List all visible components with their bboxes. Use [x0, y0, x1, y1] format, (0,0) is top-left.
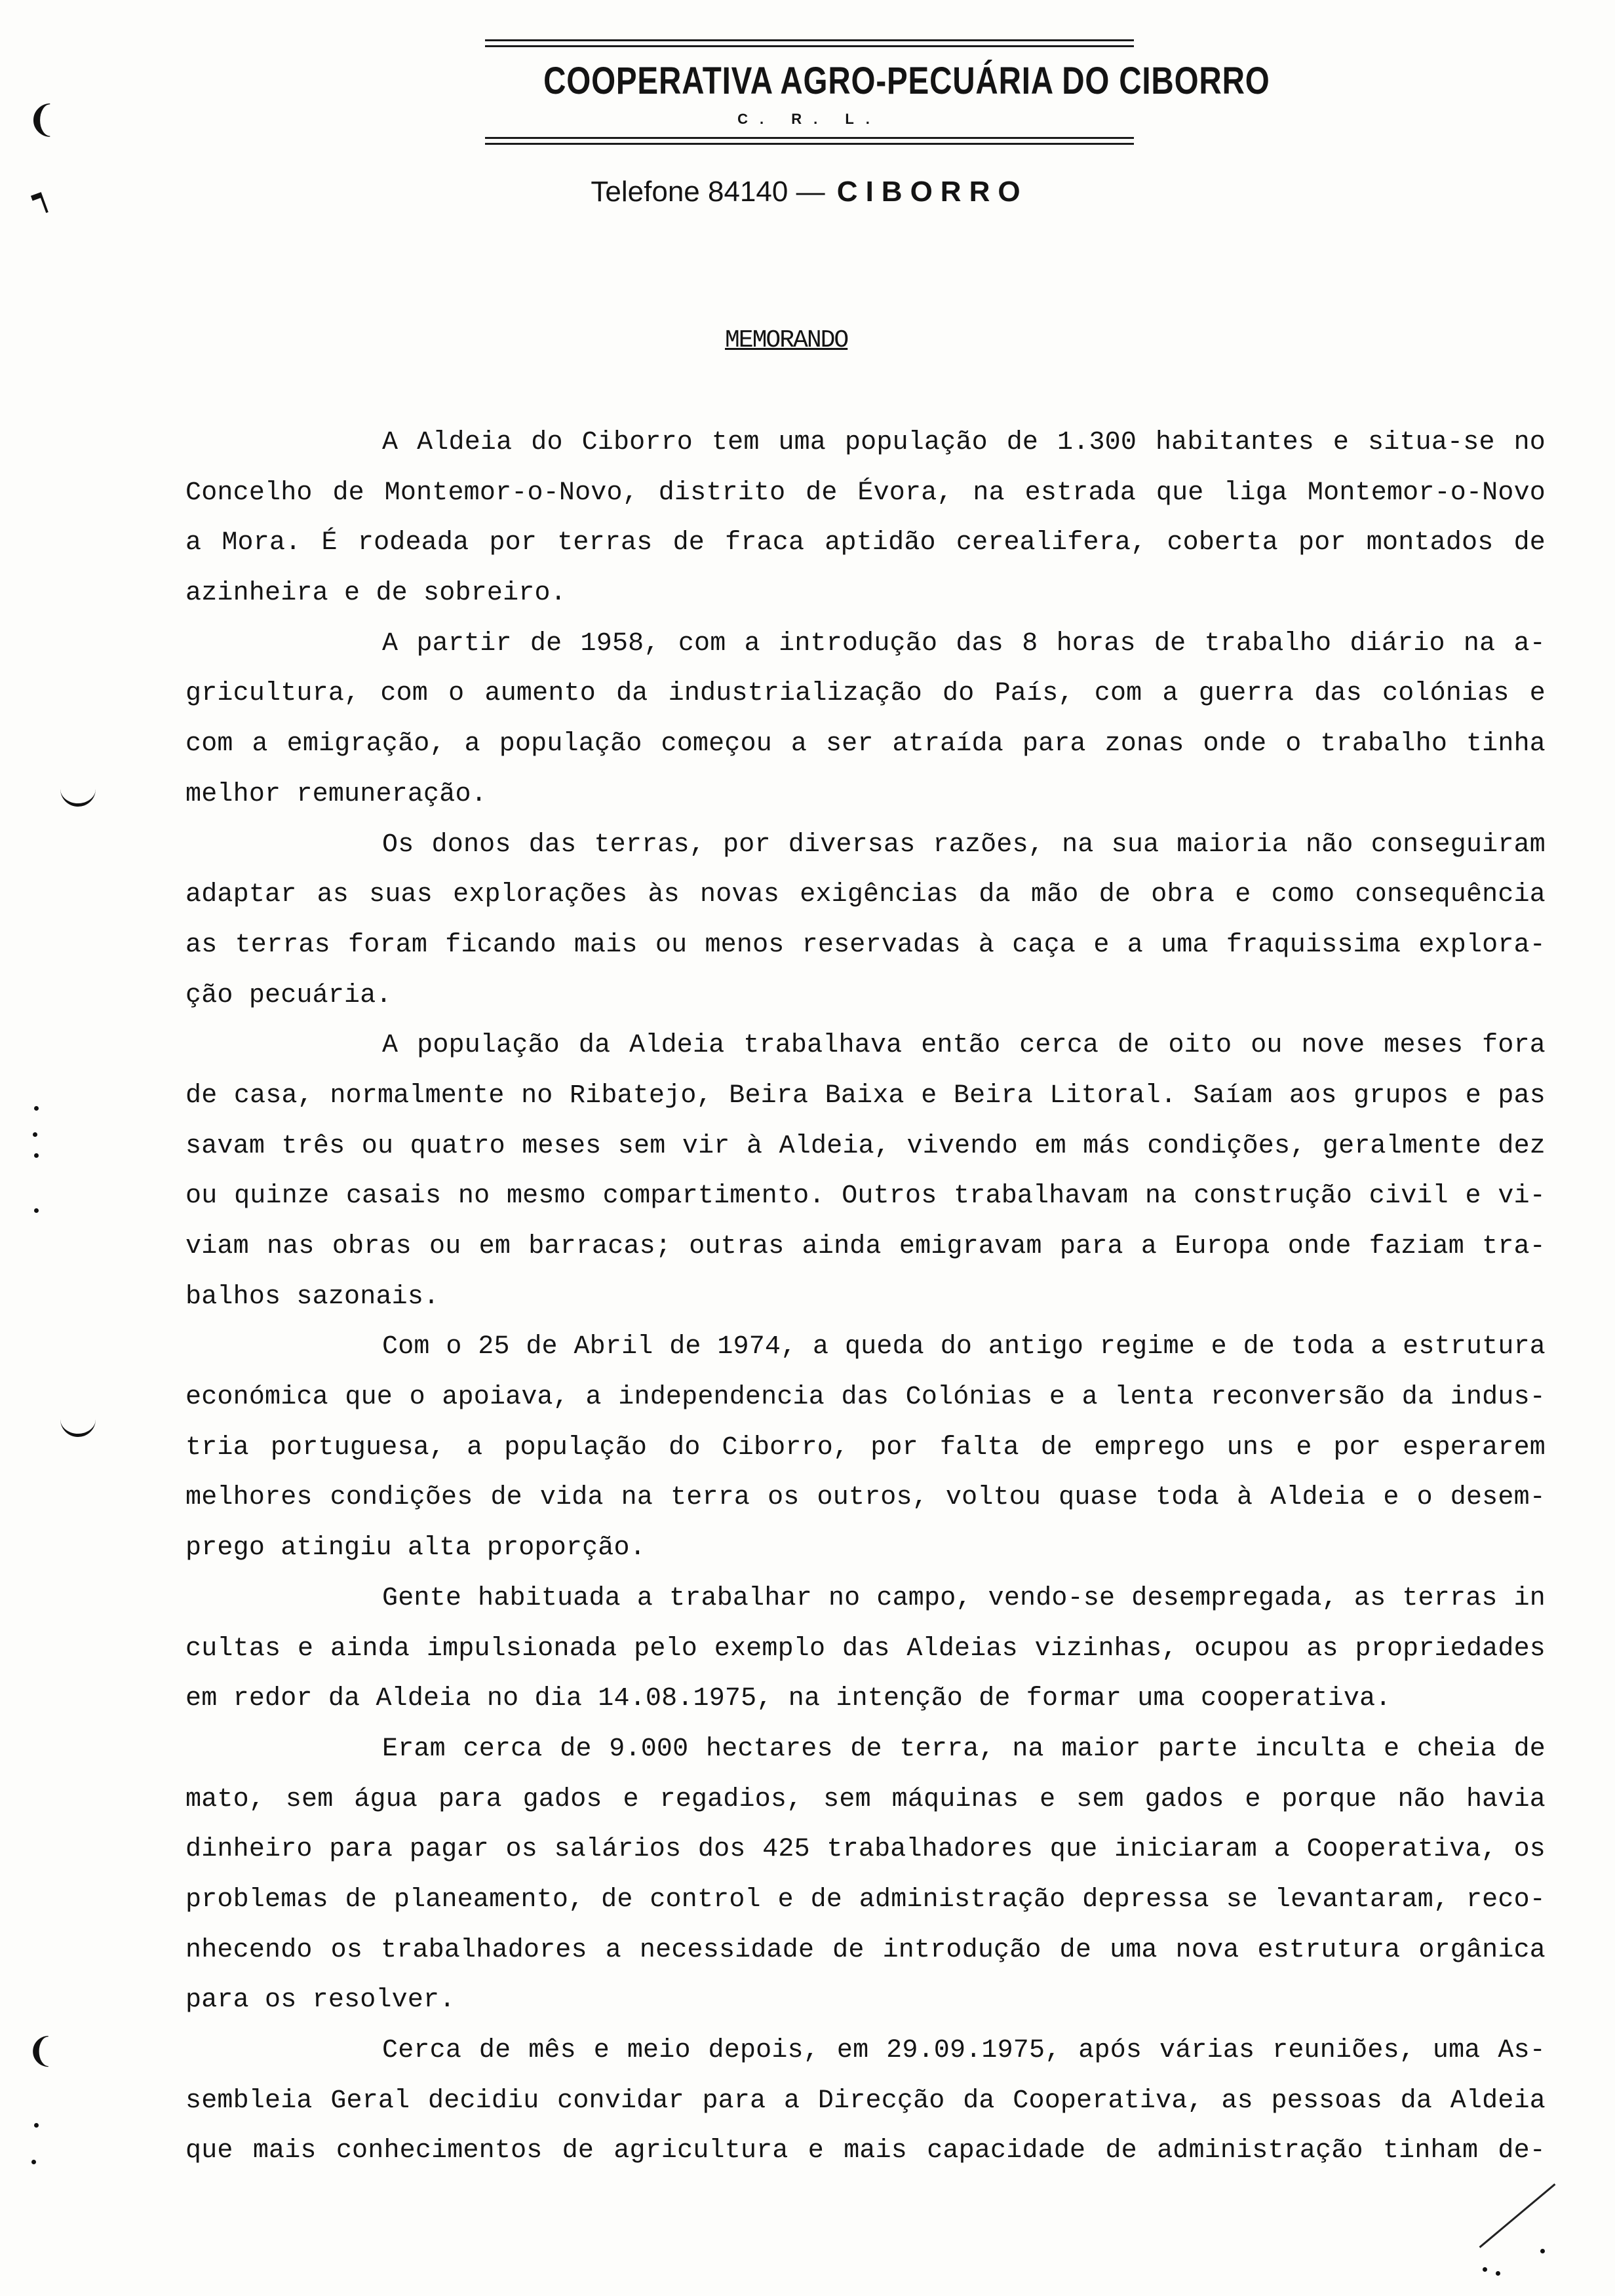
body-text-line: melhor remuneração. [185, 779, 487, 809]
letterhead-bottom-rule [485, 137, 1134, 145]
body-text-line: balhos sazonais. [185, 1282, 440, 1312]
body-text-line: azinheira e de sobreiro. [185, 579, 566, 609]
body-text-line: A partir de 1958, com a introdução das 8 horas de trabalho diário na a- [382, 628, 1546, 659]
margin-mark-top: ❨ [26, 98, 57, 141]
body-text-line: em redor da Aldeia no dia 14.08.1975, na intenção de formar uma cooperativa. [185, 1684, 1391, 1714]
corner-dot [1496, 2271, 1500, 2276]
margin-dot [34, 2123, 39, 2128]
organization-legal-form: C. R. L. [737, 111, 882, 127]
margin-dot [34, 1106, 39, 1111]
body-text-line: prego atingiu alta proporção. [185, 1533, 646, 1563]
punch-hole-mark-upper [60, 785, 96, 807]
body-text-line: cultas e ainda impulsionada pelo exemplo das Aldeias vizinhas, ocupou as propriedades [185, 1634, 1546, 1664]
body-text-line: dinheiro para pagar os salários dos 425 trabalhadores que iniciaram a Cooperativa, os [185, 1835, 1546, 1865]
margin-dot [33, 1132, 37, 1137]
body-text-line: ou quinze casais no mesmo compartimento. Outros trabalhavam na construção civil e vi- [185, 1181, 1546, 1212]
body-text-line: com a emigração, a população começou a ser atraída para zonas onde o trabalho tinha [185, 729, 1546, 759]
contact-line [485, 176, 1134, 208]
body-text-line: para os resolver. [185, 1985, 456, 2016]
body-text-line: de casa, normalmente no Ribatejo, Beira Baixa e Beira Litoral. Saíam aos grupos e pas [185, 1081, 1546, 1111]
body-text-line: ção pecuária. [185, 980, 392, 1010]
margin-mark-bottom: ❨ [26, 2031, 55, 2071]
body-text-line: Cerca de mês e meio depois, em 29.09.1975, após várias reuniões, uma As- [382, 2036, 1546, 2065]
body-text-line: as terras foram ficando mais ou menos reservadas à caça e a uma fraquissima explora- [185, 930, 1546, 960]
punch-hole-mark-lower [60, 1415, 96, 1437]
margin-mark-hook: ┑ [26, 174, 56, 216]
body-text-line: a Mora. É rodeada por terras de fraca aptidão cerealifera, coberta por montados de [185, 528, 1546, 558]
body-text-line: Gente habituada a trabalhar no campo, vendo-se desempregada, as terras in [382, 1583, 1546, 1613]
margin-dot [34, 1208, 39, 1213]
body-text-line: sembleia Geral decidiu convidar para a Direcção da Cooperativa, as pessoas da Aldeia [185, 2086, 1546, 2116]
body-text-line: Concelho de Montemor-o-Novo, distrito de Évora, na estrada que liga Montemor-o-Novo [185, 478, 1546, 508]
body-text-line: A população da Aldeia trabalhava então cerca de oito ou nove meses fora [382, 1031, 1546, 1061]
margin-dot [34, 1153, 39, 1158]
body-text-line: gricultura, com o aumento da industrialização do País, com a guerra das colónias e [185, 679, 1546, 709]
body-text-line: viam nas obras ou em barracas; outras ainda emigravam para a Europa onde faziam tra- [185, 1232, 1546, 1261]
location-name: CIBORRO [836, 176, 1028, 208]
body-text-line: económica que o apoiava, a independencia das Colónias e a lenta reconversão da indus- [185, 1383, 1546, 1413]
body-text-line: tria portuguesa, a população do Ciborro, por falta de emprego uns e por esperarem [185, 1432, 1546, 1463]
body-text-line: Os donos das terras, por diversas razões, na sua maioria não conseguiram [382, 830, 1546, 860]
letterhead [485, 39, 1270, 145]
corner-pen-stroke [1479, 2183, 1556, 2248]
memo-body [185, 418, 1546, 2177]
body-text-line: que mais conhecimentos de agricultura e mais capacidade de administração tinham de- [185, 2136, 1546, 2166]
body-text-line: melhores condições de vida na terra os outros, voltou quase toda à Aldeia e o desem- [185, 1483, 1546, 1513]
organization-name: COOPERATIVA AGRO-PECUÁRIA DO CIBORRO [543, 60, 1270, 102]
corner-dot [1483, 2267, 1487, 2272]
body-text-line: savam três ou quatro meses sem vir à Aldeia, vivendo em más condições, geralmente dez [185, 1131, 1546, 1161]
margin-dot [31, 2160, 36, 2164]
body-text-line: Com o 25 de Abril de 1974, a queda do antigo regime e de toda a estrutura [382, 1332, 1546, 1362]
letterhead-top-rule [485, 39, 1134, 47]
phone-number: Telefone 84140 — [591, 176, 825, 208]
body-text-line: mato, sem água para gados e regadios, sem máquinas e sem gados e porque não havia [185, 1784, 1546, 1814]
document-title: MEMORANDO [725, 326, 848, 354]
body-text-line: nhecendo os trabalhadores a necessidade de introdução de uma nova estrutura orgânica [185, 1935, 1546, 1965]
body-text-line: problemas de planeamento, de control e de administração depressa se levantaram, reco- [185, 1885, 1546, 1915]
body-text-line: A Aldeia do Ciborro tem uma população de 1.300 habitantes e situa-se no [382, 428, 1546, 457]
body-text-line: adaptar as suas explorações às novas exigências da mão de obra e como consequência [185, 880, 1546, 910]
body-text-line: Eram cerca de 9.000 hectares de terra, na maior parte inculta e cheia de [382, 1734, 1546, 1764]
corner-dot [1540, 2249, 1545, 2253]
